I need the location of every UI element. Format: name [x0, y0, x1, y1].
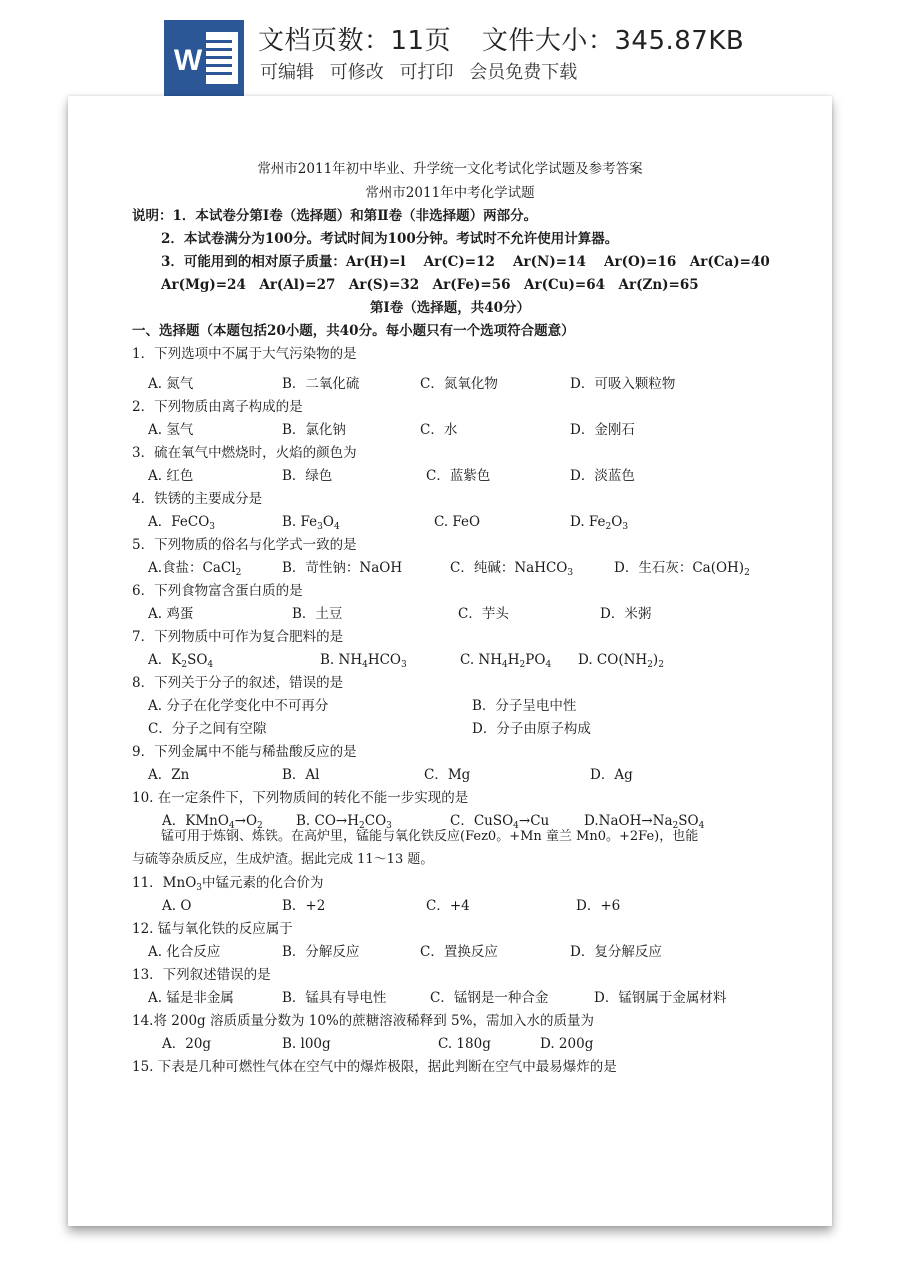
- feature-printable: 可打印: [399, 62, 454, 83]
- passage-line-1: 锰可用于炼钢、炼铁。在高炉里，锰能与氧化铁反应(Fez0。+Mn 童兰 Mn0。+2Fe)，也能: [161, 829, 699, 844]
- answer-option: D．Ag: [590, 767, 633, 783]
- answer-option: B. $NH_4HCO_3$: [320, 652, 407, 670]
- answer-option: A. O: [162, 898, 192, 914]
- feature-editable: 可编辑: [260, 62, 314, 83]
- question-15-stem: 15. 下表是几种可燃性气体在空气中的爆炸极限，据此判断在空气中最易爆炸的是: [132, 1059, 617, 1075]
- feature-member-download: 会员免费下载: [469, 62, 578, 83]
- answer-option: B．苛性钠：NaOH: [282, 560, 403, 576]
- file-size: 文件大小：345.87KB: [481, 26, 745, 56]
- answer-option: C．芋头: [458, 606, 509, 622]
- question-stem: 8．下列关于分子的叙述，错误的是: [132, 675, 344, 691]
- answer-option: B. $Fe_3O_4$: [282, 514, 340, 532]
- question-stem: 10. 在一定条件下，下列物质间的转化不能一步实现的是: [132, 790, 469, 806]
- question-stem: 9．下列金属中不能与稀盐酸反应的是: [132, 744, 357, 760]
- doc-title: 常州市2011年初中毕业、升学统一文化考试化学试题及参考答案: [257, 161, 643, 177]
- answer-option: A. 锰是非金属: [148, 990, 234, 1006]
- answer-option: C．纯碱：NaHCO$_3$: [450, 560, 574, 578]
- question-stem: 12. 锰与氧化铁的反应属于: [132, 921, 293, 937]
- answer-option: C．CuSO$_4$→Cu: [450, 813, 550, 831]
- answer-option: D．淡蓝色: [570, 468, 635, 484]
- answer-option: B．分子呈电中性: [472, 698, 577, 714]
- page-count: 文档页数：11页: [258, 26, 452, 56]
- question-stem: 6．下列食物富含蛋白质的是: [132, 583, 303, 599]
- answer-option: A．FeCO$_3$: [148, 514, 215, 532]
- answer-option: C. 180g: [438, 1036, 491, 1052]
- answer-option: A. 化合反应: [148, 944, 221, 960]
- note-4: Ar(Mg)=24 Ar(Al)=27 Ar(S)=32 Ar(Fe)=56 Ar(Cu)=64 Ar(Zn)=65: [161, 277, 699, 293]
- part-title: 一、选择题（本题包括20小题，共40分。每小题只有一个选项符合题意）: [132, 323, 575, 339]
- answer-option: D. $CO(NH_2)_2$: [578, 652, 664, 670]
- answer-option: B．锰具有导电性: [282, 990, 387, 1006]
- answer-option: A. 氢气: [148, 422, 194, 438]
- answer-option: D．米粥: [600, 606, 652, 622]
- passage-line-2: 与硫等杂质反应，生成炉渣。据此完成 11～13 题。: [132, 852, 434, 867]
- answer-option: D．锰钢属于金属材料: [594, 990, 727, 1006]
- question-stem: 2．下列物质由离子构成的是: [132, 399, 303, 415]
- answer-option: $D.NaOH\to Na_2SO_4$: [584, 813, 705, 831]
- answer-option: B．+2: [282, 898, 326, 914]
- question-stem: 4．铁锈的主要成分是: [132, 491, 263, 507]
- answer-option: A．$KMnO_4\to O_2$: [162, 813, 263, 831]
- answer-option: C. $NH_4H_2PO_4$: [460, 652, 552, 670]
- answer-option: A. 红色: [148, 468, 194, 484]
- answer-option: A.食盐：CaCl$_2$: [148, 560, 242, 578]
- answer-option: B．Al: [282, 767, 320, 783]
- answer-option: D．+6: [576, 898, 621, 914]
- feature-modifiable: 可修改: [329, 62, 384, 83]
- answer-option: C．锰钢是一种合金: [430, 990, 549, 1006]
- answer-option: D．金刚石: [570, 422, 635, 438]
- answer-option: D．可吸入颗粒物: [570, 376, 676, 392]
- answer-option: B．绿色: [282, 468, 333, 484]
- svg-text:W: W: [173, 44, 203, 77]
- answer-option: A. 分子在化学变化中不可再分: [148, 698, 329, 714]
- question-stem: 5．下列物质的俗名与化学式一致的是: [132, 537, 357, 553]
- answer-option: A. 鸡蛋: [148, 606, 194, 622]
- question-stem: 3．硫在氧气中燃烧时，火焰的颜色为: [132, 445, 357, 461]
- answer-option: B．二氧化硫: [282, 376, 360, 392]
- answer-option: D．生石灰：$Ca(OH)_2$: [614, 560, 750, 578]
- question-stem: 1．下列选项中不属于大气污染物的是: [132, 346, 357, 362]
- answer-option: B．分解反应: [282, 944, 360, 960]
- answer-option: C．Mg: [424, 767, 471, 783]
- answer-option: B．土豆: [292, 606, 343, 622]
- answer-option: A. 氮气: [148, 376, 194, 392]
- answer-option: A．20g: [162, 1036, 212, 1052]
- answer-option: C．氮氧化物: [420, 376, 498, 392]
- note-2: 2．本试卷满分为100分。考试时间为100分钟。考试时不允许使用计算器。: [161, 231, 619, 247]
- answer-option: D. 200g: [540, 1036, 594, 1052]
- answer-option: A．Zn: [148, 767, 190, 783]
- answer-option: C．蓝紫色: [426, 468, 491, 484]
- answer-option: D. $Fe_2O_3$: [570, 514, 629, 532]
- answer-option: C．水: [420, 422, 458, 438]
- section-title: 第Ⅰ卷（选择题，共40分）: [369, 300, 531, 316]
- note-3: 3．可能用到的相对原子质量：Ar(H)=l Ar(C)=12 Ar(N)=14 Ar(O)=16 Ar(Ca)=40: [161, 254, 770, 270]
- answer-option: A．$K_2SO_4$: [148, 652, 214, 670]
- answer-option: C．分子之间有空隙: [148, 721, 267, 737]
- document-page: [68, 96, 832, 1226]
- question-stem: 13．下列叙述错误的是: [132, 967, 271, 983]
- feature-list: [260, 58, 587, 84]
- answer-option: C．置换反应: [420, 944, 498, 960]
- answer-option: B. $CO\to H_2CO_3$: [296, 813, 392, 831]
- download-header: [0, 0, 900, 96]
- answer-option: C. FeO: [434, 514, 481, 530]
- note-1: 说明：1．本试卷分第Ⅰ卷（选择题）和第Ⅱ卷（非选择题）两部分。: [132, 208, 538, 224]
- question-stem: 11．MnO$_3$中锰元素的化合价为: [132, 875, 324, 893]
- answer-option: B. l00g: [282, 1036, 331, 1052]
- doc-info-title: [258, 20, 766, 57]
- question-stem: 14.将 200g 溶质质量分数为 10%的蔗糖溶液稀释到 5%，需加入水的质量为: [132, 1013, 594, 1029]
- answer-option: D．复分解反应: [570, 944, 662, 960]
- answer-option: C．+4: [426, 898, 470, 914]
- word-icon: [164, 20, 244, 96]
- answer-option: B．氯化钠: [282, 422, 346, 438]
- answer-option: D．分子由原子构成: [472, 721, 591, 737]
- doc-subtitle: 常州市2011年中考化学试题: [365, 185, 535, 201]
- question-stem: 7．下列物质中可作为复合肥料的是: [132, 629, 344, 645]
